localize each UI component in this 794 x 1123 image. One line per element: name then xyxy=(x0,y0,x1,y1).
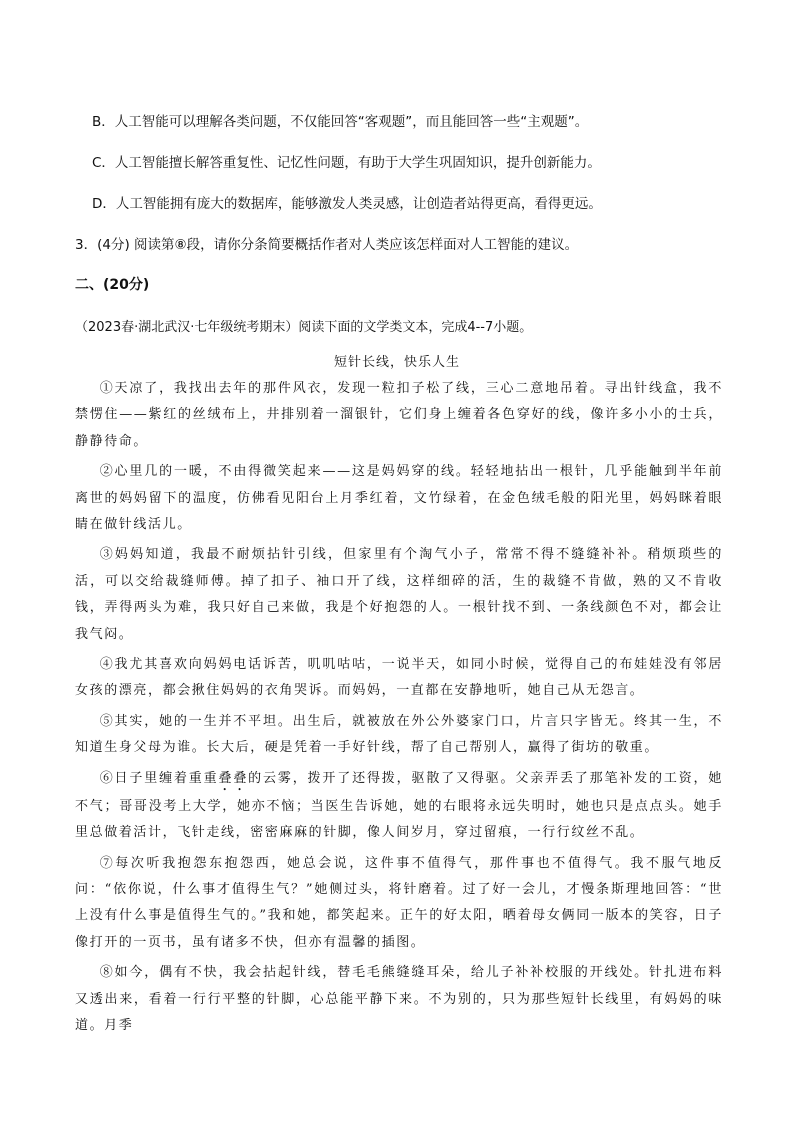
paragraph-3: ③妈妈知道，我最不耐烦拈针引线，但家里有个淘气小子，常常不得不缝缝补补。稍烦琐些的活，可以交给裁缝师傅。掉了扣子、袖口开了线，这样细碎的活，生的裁缝不肯做，熟的又不肯收钱，弄得两头为难，我只好自己来做，我是个好抱怨的人。一根针找不到、一条线颜色不对，都会让我气闷。 xyxy=(75,547,723,642)
paragraph-6-start: ⑥日子里缠着重重 xyxy=(99,770,219,786)
paragraph-6-rest: 的云雾，拨开了还得拨，驱散了又得驱。父亲弄丢了那笔补发的工资，她不气；哥哥没考上大学，她亦不恼；当医生告诉她，她的右眼将永远失明时，她也只是点点头。她手里总做着活计，飞针走线，密密麻麻的针脚，像人间岁月，穿过留痕，一行行纹丝不乱。 xyxy=(75,770,724,841)
article-title: 短针长线，快乐人生 xyxy=(333,355,460,370)
paragraph-6 xyxy=(75,766,723,847)
paragraph-7: ⑦每次听我抱怨东抱怨西，她总会说，这件事不值得气，那件事也不值得气。我不服气地反问：“依你说，什么事才值得生气？”她侧过头，将针磨着。过了好一会儿，才慢条斯理地回答：“世上没有什么事是值得生气的。”我和她，都笑起来。正午的好太阳，晒着母女俩同一版本的笑容，日子像打开的一页书，虽有诸多不快，但亦有温馨的插图。 xyxy=(75,855,723,950)
article-body xyxy=(75,376,723,1043)
emphasized-word: 叠叠 xyxy=(218,770,249,786)
paragraph-8: ⑧如今，偶有不快，我会拈起针线，替毛毛熊缝缝耳朵，给儿子补补校服的开线处。针扎进布料又透出来，看着一行行平整的针脚，心总能平静下来。不为别的，只为那些短针长线里，有妈妈的味道。月季 xyxy=(75,965,723,1033)
option-d: D．人工智能拥有庞大的数据库，能够激发人类灵感，让创造者站得更高，看得更远。 xyxy=(92,196,602,212)
paragraph-4: ④我尤其喜欢向妈妈电话诉苦，叽叽咕咕，一说半天，如同小时候，觉得自己的布娃娃没有邻居女孩的漂亮，都会揪住妈妈的衣角哭诉。而妈妈，一直都在安静地听，她自己从无怨言。 xyxy=(75,657,723,699)
paragraph-1: ①天凉了，我找出去年的那件风衣，发现一粒扣子松了线，三心二意地吊着。寻出针线盒，我不禁愣住——紫红的丝绒布上，井排别着一溜银针，它们身上缠着各色穿好的线，像许多小小的士兵，静静待命。 xyxy=(75,381,723,449)
passage-source: （2023春·湖北武汉·七年级统考期末）阅读下面的文学类文本，完成4--7小题。 xyxy=(75,320,533,335)
paragraph-2: ②心里几的一暖，不由得微笑起来——这是妈妈穿的线。轻轻地拈出一根针，几乎能触到半年前离世的妈妈留下的温度，仿佛看见阳台上月季红着，文竹绿着，在金色绒毛般的阳光里，妈妈眯着眼睛在做针线活儿。 xyxy=(75,464,723,533)
paragraph-5: ⑤其实，她的一生并不平坦。出生后，就被放在外公外婆家门口，片言只字皆无。终其一生，不知道生身父母为谁。长大后，硬是凭着一手好针线，帮了自己帮别人，赢得了街坊的敬重。 xyxy=(75,713,723,756)
question-3: 3．(4分) 阅读第⑧段，请你分条简要概括作者对人类应该怎样面对人工智能的建议。 xyxy=(75,237,579,253)
option-b: B．人工智能可以理解各类问题，不仅能回答“客观题”，而且能回答一些“主观题”。 xyxy=(92,114,589,130)
section-heading: 二、(20分) xyxy=(75,277,150,293)
option-c: C．人工智能擅长解答重复性、记忆性问题，有助于大学生巩固知识，提升创新能力。 xyxy=(92,155,601,171)
